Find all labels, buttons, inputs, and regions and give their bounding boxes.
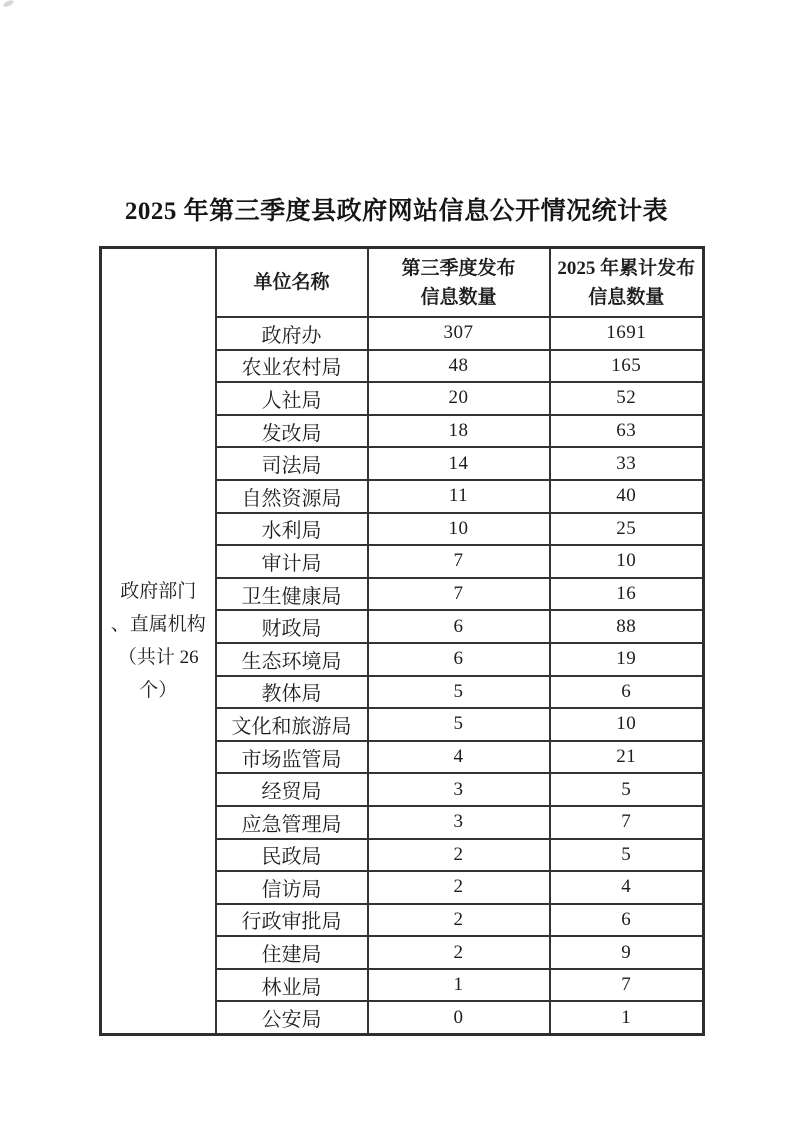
unit-name-cell: 民政局: [216, 839, 368, 872]
column-header-unit-name: 单位名称: [216, 248, 368, 318]
group-label-line-1: 政府部门: [120, 581, 197, 603]
q3-count-cell: 20: [368, 382, 550, 415]
total-count-cell: 5: [550, 773, 704, 806]
total-count-cell: 7: [550, 806, 704, 839]
q3-count-cell: 10: [368, 513, 550, 546]
unit-name-cell: 自然资源局: [216, 480, 368, 513]
column-header-q3-line-1: 第三季度发布: [401, 257, 516, 279]
q3-count-cell: 2: [368, 936, 550, 969]
scan-smudge-mark: [2, 0, 14, 8]
total-count-cell: 6: [550, 904, 704, 937]
unit-name-cell: 发改局: [216, 415, 368, 448]
q3-count-cell: 7: [368, 578, 550, 611]
total-count-cell: 6: [550, 676, 704, 709]
column-header-total-line-1: 2025 年累计发布: [557, 257, 696, 279]
total-count-cell: 165: [550, 350, 704, 383]
unit-name-cell: 公安局: [216, 1001, 368, 1034]
unit-name-cell: 财政局: [216, 610, 368, 643]
q3-count-cell: 3: [368, 806, 550, 839]
unit-name-cell: 审计局: [216, 545, 368, 578]
group-label-cell: [101, 248, 216, 1035]
q3-count-cell: 0: [368, 1001, 550, 1034]
group-label-line-2: 、直属机构: [110, 614, 206, 636]
unit-name-cell: 卫生健康局: [216, 578, 368, 611]
total-count-cell: 88: [550, 610, 704, 643]
q3-count-cell: 2: [368, 904, 550, 937]
total-count-cell: 52: [550, 382, 704, 415]
statistics-table-body: [101, 248, 704, 1035]
q3-count-cell: 18: [368, 415, 550, 448]
unit-name-cell: 信访局: [216, 871, 368, 904]
column-header-q3-line-2: 信息数量: [420, 286, 497, 308]
total-count-cell: 25: [550, 513, 704, 546]
unit-name-cell: 行政审批局: [216, 904, 368, 937]
q3-count-cell: 1: [368, 969, 550, 1002]
group-label-line-4: 个）: [139, 680, 178, 702]
group-label-line-3: （共计 26: [117, 647, 199, 669]
unit-name-cell: 文化和旅游局: [216, 708, 368, 741]
unit-name-cell: 政府办: [216, 317, 368, 350]
q3-count-cell: 7: [368, 545, 550, 578]
column-header-q3-count: [368, 248, 550, 318]
total-count-cell: 9: [550, 936, 704, 969]
unit-name-cell: 农业农村局: [216, 350, 368, 383]
page-title: 2025 年第三季度县政府网站信息公开情况统计表: [124, 198, 669, 225]
q3-count-cell: 48: [368, 350, 550, 383]
unit-name-cell: 生态环境局: [216, 643, 368, 676]
unit-name-cell: 经贸局: [216, 773, 368, 806]
q3-count-cell: 5: [368, 676, 550, 709]
q3-count-cell: 2: [368, 871, 550, 904]
unit-name-cell: 住建局: [216, 936, 368, 969]
total-count-cell: 1: [550, 1001, 704, 1034]
q3-count-cell: 14: [368, 447, 550, 480]
total-count-cell: 16: [550, 578, 704, 611]
q3-count-cell: 11: [368, 480, 550, 513]
q3-count-cell: 4: [368, 741, 550, 774]
q3-count-cell: 6: [368, 643, 550, 676]
total-count-cell: 1691: [550, 317, 704, 350]
column-header-total-count: [550, 248, 704, 318]
unit-name-cell: 人社局: [216, 382, 368, 415]
unit-name-cell: 市场监管局: [216, 741, 368, 774]
total-count-cell: 10: [550, 545, 704, 578]
unit-name-cell: 应急管理局: [216, 806, 368, 839]
column-header-total-line-2: 信息数量: [588, 286, 665, 308]
q3-count-cell: 5: [368, 708, 550, 741]
unit-name-cell: 教体局: [216, 676, 368, 709]
statistics-table: [99, 246, 705, 1036]
total-count-cell: 63: [550, 415, 704, 448]
total-count-cell: 4: [550, 871, 704, 904]
total-count-cell: 5: [550, 839, 704, 872]
total-count-cell: 21: [550, 741, 704, 774]
total-count-cell: 7: [550, 969, 704, 1002]
unit-name-cell: 司法局: [216, 447, 368, 480]
total-count-cell: 19: [550, 643, 704, 676]
q3-count-cell: 2: [368, 839, 550, 872]
unit-name-cell: 林业局: [216, 969, 368, 1002]
q3-count-cell: 307: [368, 317, 550, 350]
q3-count-cell: 6: [368, 610, 550, 643]
table-header-row: [101, 248, 704, 318]
total-count-cell: 40: [550, 480, 704, 513]
total-count-cell: 33: [550, 447, 704, 480]
q3-count-cell: 3: [368, 773, 550, 806]
total-count-cell: 10: [550, 708, 704, 741]
unit-name-cell: 水利局: [216, 513, 368, 546]
